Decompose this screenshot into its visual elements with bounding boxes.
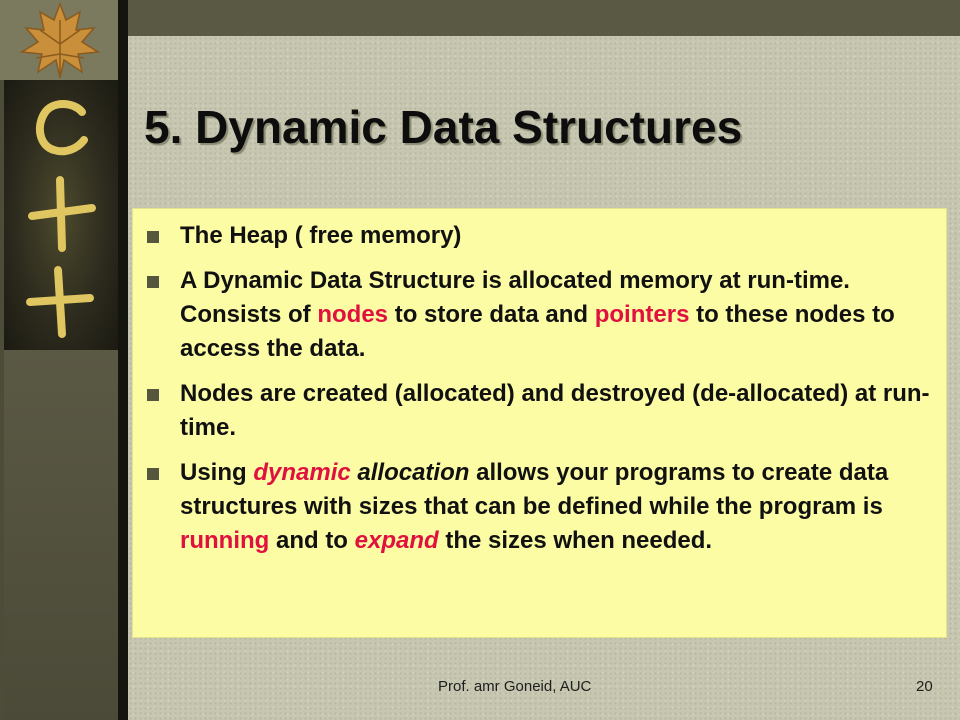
- square-bullet-icon: [147, 468, 159, 480]
- bullet-text-segment: pointers: [594, 301, 690, 328]
- bullet-item: [147, 377, 930, 445]
- page-number: 20: [916, 678, 933, 695]
- bullet-item: [147, 264, 930, 366]
- cpp-logo-panel: [4, 80, 118, 350]
- vertical-divider: [118, 0, 128, 720]
- bullet-text-segment: Using: [180, 459, 254, 486]
- bullet-text-segment: The Heap ( free memory): [180, 222, 462, 249]
- bullet-text-segment: dynamic: [253, 459, 351, 486]
- bullet-text-segment: and to: [269, 527, 355, 554]
- bullet-item: [147, 219, 930, 253]
- slide-title: 5. Dynamic Data Structures: [144, 101, 743, 153]
- bullet-text-segment: to store data and: [388, 301, 595, 328]
- maple-leaf-icon: [0, 0, 118, 80]
- footer-author: Prof. amr Goneid, AUC: [438, 678, 592, 695]
- bullet-list: [147, 219, 930, 569]
- top-band: [128, 0, 960, 36]
- cpp-logo-icon: [4, 80, 118, 350]
- lower-decor-strip: [4, 350, 118, 720]
- bullet-text-segment: to these nodes to access the data.: [180, 301, 895, 362]
- bullet-text-segment: allows your programs to create data structures with sizes that can be defined while the program is: [180, 459, 889, 520]
- bullet-text-segment: A Dynamic Data Structure is allocated memory at run-time. Consists of: [180, 267, 850, 328]
- leaf-panel: [0, 0, 118, 80]
- bullet-text-segment: Nodes are created (allocated) and destroyed (de-allocated) at run-time.: [180, 380, 930, 441]
- square-bullet-icon: [147, 276, 159, 288]
- bullet-text-segment: nodes: [317, 301, 389, 328]
- content-box: [132, 208, 947, 638]
- bullet-text-segment: running: [180, 527, 270, 554]
- bullet-text-segment: expand: [354, 527, 439, 554]
- square-bullet-icon: [147, 389, 159, 401]
- bullet-text-segment: the sizes when needed.: [438, 527, 713, 554]
- square-bullet-icon: [147, 231, 159, 243]
- bullet-item: [147, 456, 930, 558]
- bullet-text-segment: allocation: [357, 459, 470, 486]
